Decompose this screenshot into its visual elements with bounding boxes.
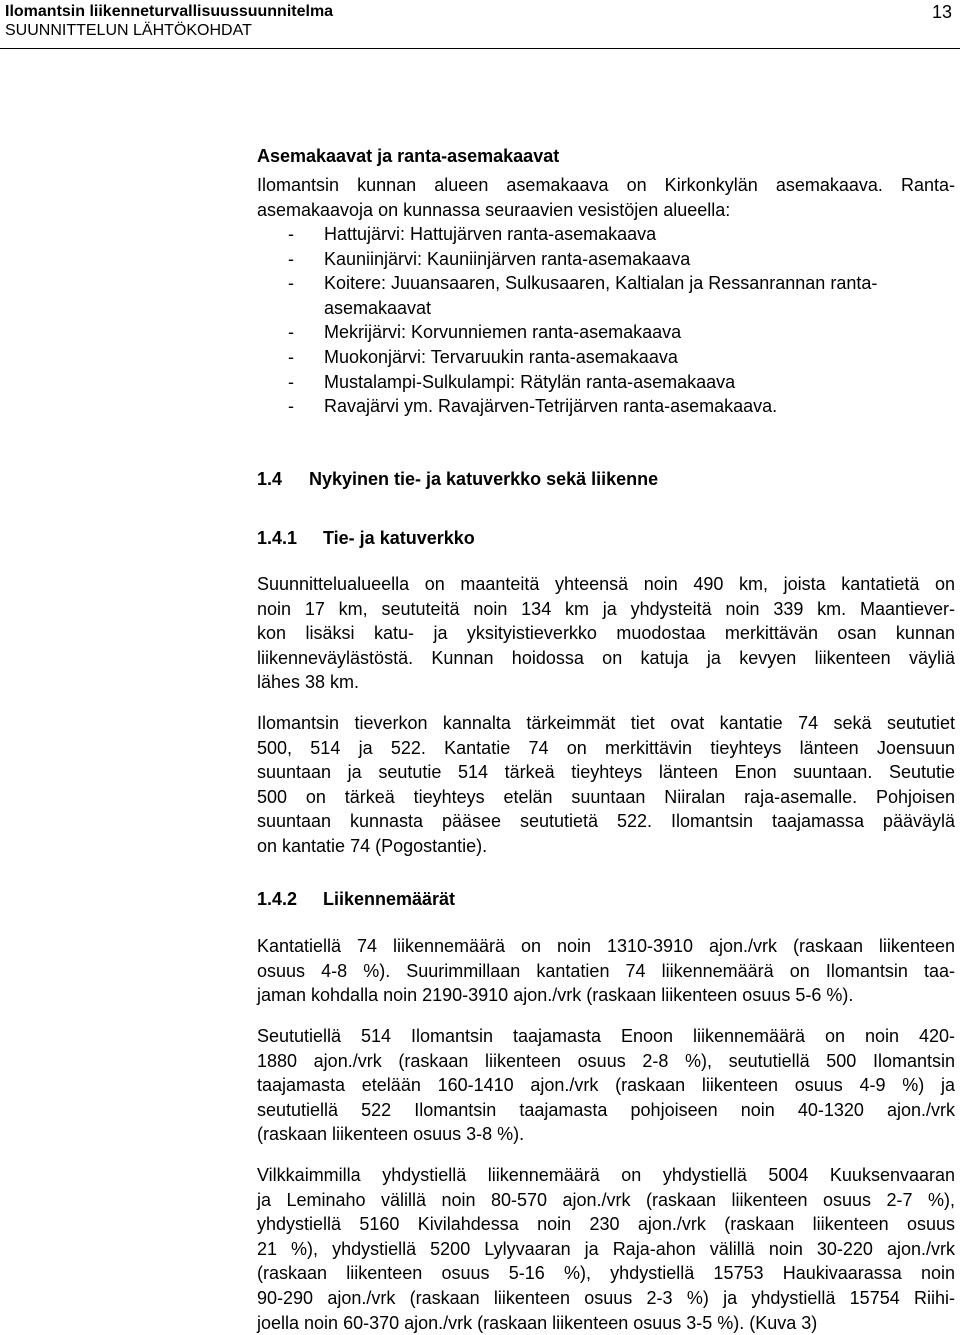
section-heading-1-4 — [257, 469, 658, 490]
section-number: 1.4.1 — [257, 528, 298, 548]
text-line: kon lisäksi katu- ja yksityistieverkko muodostaa merkittävän osan kunnan — [257, 623, 955, 644]
section-number: 1.4.2 — [257, 889, 298, 909]
text-line: suuntaan kunnasta pääsee seututietä 522. Ilomantsin taajamassa pääväylä — [257, 811, 955, 832]
section-heading-asemakaavat: Asemakaavat ja ranta-asemakaavat — [257, 146, 560, 166]
text-line: 90-290 ajon./vrk (raskaan liikenteen osuus 2-3 %) ja yhdystiellä 15754 Riihi- — [257, 1287, 955, 1308]
text-line: (raskaan liikenteen osuus 5-16 %), yhdystiellä 15753 Haukivaarassa noin — [257, 1263, 955, 1284]
bullet-dash: - — [288, 224, 294, 244]
text-line: noin 17 km, seututeitä noin 134 km ja yhdysteitä noin 339 km. Maantiever- — [257, 598, 955, 619]
list-item-text: Koitere: Juuansaaren, Sulkusaaren, Kaltialan ja Ressanrannan ranta- — [324, 273, 878, 294]
page-header — [0, 0, 960, 49]
text-line: (raskaan liikenteen osuus 3-8 %). — [257, 1124, 525, 1145]
list-item — [288, 370, 877, 395]
text-line: jaman kohdalla noin 2190-3910 ajon./vrk (raskaan liikenteen osuus 5-6 %). — [257, 985, 854, 1006]
text-line: 1880 ajon./vrk (raskaan liikenteen osuus 2-8 %), seututiellä 500 Ilomantsin — [257, 1050, 955, 1071]
bullet-dash: - — [288, 371, 294, 392]
document-subtitle: SUUNNITTELUN LÄHTÖKOHDAT — [5, 22, 252, 39]
section-title: Liikennemäärät — [323, 889, 456, 909]
section-title: Nykyinen tie- ja katuverkko sekä liikenne — [309, 469, 659, 489]
text-line: Ilomantsin kunnan alueen asemakaava on Kirkonkylän asemakaava. Ranta- — [257, 175, 955, 195]
text-line: Ilomantsin tieverkon kannalta tärkeimmät tiet ovat kantatie 74 sekä seututiet — [257, 713, 955, 733]
list-item-continuation: asemakaavat — [324, 297, 432, 318]
section-heading-1-4-1 — [257, 528, 475, 549]
bullet-dash: - — [288, 248, 294, 269]
bullet-dash: - — [288, 396, 294, 417]
list-item — [288, 320, 877, 345]
text-line: suuntaan ja seututie 514 tärkeä tieyhteys länteen Enon suuntaan. Seututie — [257, 762, 955, 783]
text-line: ja Leminaho välillä noin 80-570 ajon./vrk (raskaan liikenteen osuus 2-7 %), — [257, 1189, 955, 1210]
text-line: asemakaavoja on kunnassa seuraavien vesistöjen alueella: — [257, 199, 731, 220]
text-line: 21 %), yhdystiellä 5200 Lylyvaaran ja Raja-ahon välillä noin 30-220 ajon./vrk — [257, 1238, 955, 1259]
list-item-text: Mustalampi-Sulkulampi: Rätylän ranta-asemakaava — [324, 371, 736, 392]
list-item-text: Kauniinjärvi: Kauniinjärven ranta-asemakaava — [324, 248, 691, 269]
section-title: Tie- ja katuverkko — [323, 528, 475, 548]
bullet-dash: - — [288, 346, 294, 367]
section-heading-1-4-2 — [257, 889, 455, 910]
paragraph-traffic-kt74 — [257, 934, 955, 1008]
page-number: 13 — [931, 2, 952, 22]
list-item — [288, 345, 877, 370]
text-line: joella noin 60-370 ajon./vrk (raskaan liikenteen osuus 3-5 %). (Kuva 3) — [257, 1312, 818, 1333]
document-title: Ilomantsin liikenneturvallisuussuunnitelma — [5, 3, 334, 20]
text-line: on kantatie 74 (Pogostantie). — [257, 835, 488, 856]
asemakaavat-list — [288, 222, 877, 419]
paragraph-key-roads — [257, 711, 955, 859]
text-line: Vilkkaimmilla yhdystiellä liikennemäärä on yhdystiellä 5004 Kuuksenvaaran — [257, 1165, 955, 1185]
bullet-dash: - — [288, 273, 294, 294]
paragraph-traffic-yhdystiet — [257, 1163, 955, 1335]
list-item-text: Muokonjärvi: Tervaruukin ranta-asemakaava — [324, 346, 678, 367]
list-item — [288, 394, 877, 419]
list-item-text: Hattujärvi: Hattujärven ranta-asemakaava — [324, 224, 657, 244]
list-item-text: Ravajärvi ym. Ravajärven-Tetrijärven ranta-asemakaava. — [324, 396, 778, 417]
text-line: Kantatiellä 74 liikennemäärä on noin 1310-3910 ajon./vrk (raskaan liikenteen — [257, 936, 955, 956]
paragraph-road-network — [257, 572, 955, 695]
text-line: liikenneväylästöstä. Kunnan hoidossa on katuja ja kevyen liikenteen väyliä — [257, 647, 955, 668]
text-line: Suunnittelualueella on maanteitä yhteensä noin 490 km, joista kantatietä on — [257, 574, 955, 594]
text-line: 500 on tärkeä tieyhteys etelän suuntaan Niiralan raja-asemalle. Pohjoisen — [257, 786, 955, 807]
list-item-text: Mekrijärvi: Korvunniemen ranta-asemakaava — [324, 322, 682, 343]
paragraph-traffic-seututiet — [257, 1024, 955, 1147]
text-line: Seututiellä 514 Ilomantsin taajamasta Enoon liikennemäärä on noin 420- — [257, 1026, 955, 1046]
text-line: osuus 4-8 %). Suurimmillaan kantatien 74 liikennemäärä on Ilomantsin taa- — [257, 960, 955, 981]
text-line: lähes 38 km. — [257, 672, 360, 693]
asemakaavat-intro — [257, 173, 955, 222]
text-line: taajamasta etelään 160-1410 ajon./vrk (raskaan liikenteen osuus 4-9 %) ja — [257, 1075, 955, 1096]
text-line: yhdystiellä 5160 Kivilahdessa noin 230 ajon./vrk (raskaan liikenteen osuus — [257, 1214, 955, 1235]
text-line: seututiellä 522 Ilomantsin taajamasta pohjoiseen noin 40-1320 ajon./vrk — [257, 1099, 955, 1120]
list-item — [288, 247, 877, 272]
section-number: 1.4 — [257, 469, 283, 489]
list-item — [288, 222, 877, 247]
bullet-dash: - — [288, 322, 294, 343]
text-line: 500, 514 ja 522. Kantatie 74 on merkittävin tieyhteys länteen Joensuun — [257, 737, 955, 758]
list-item — [288, 271, 877, 296]
